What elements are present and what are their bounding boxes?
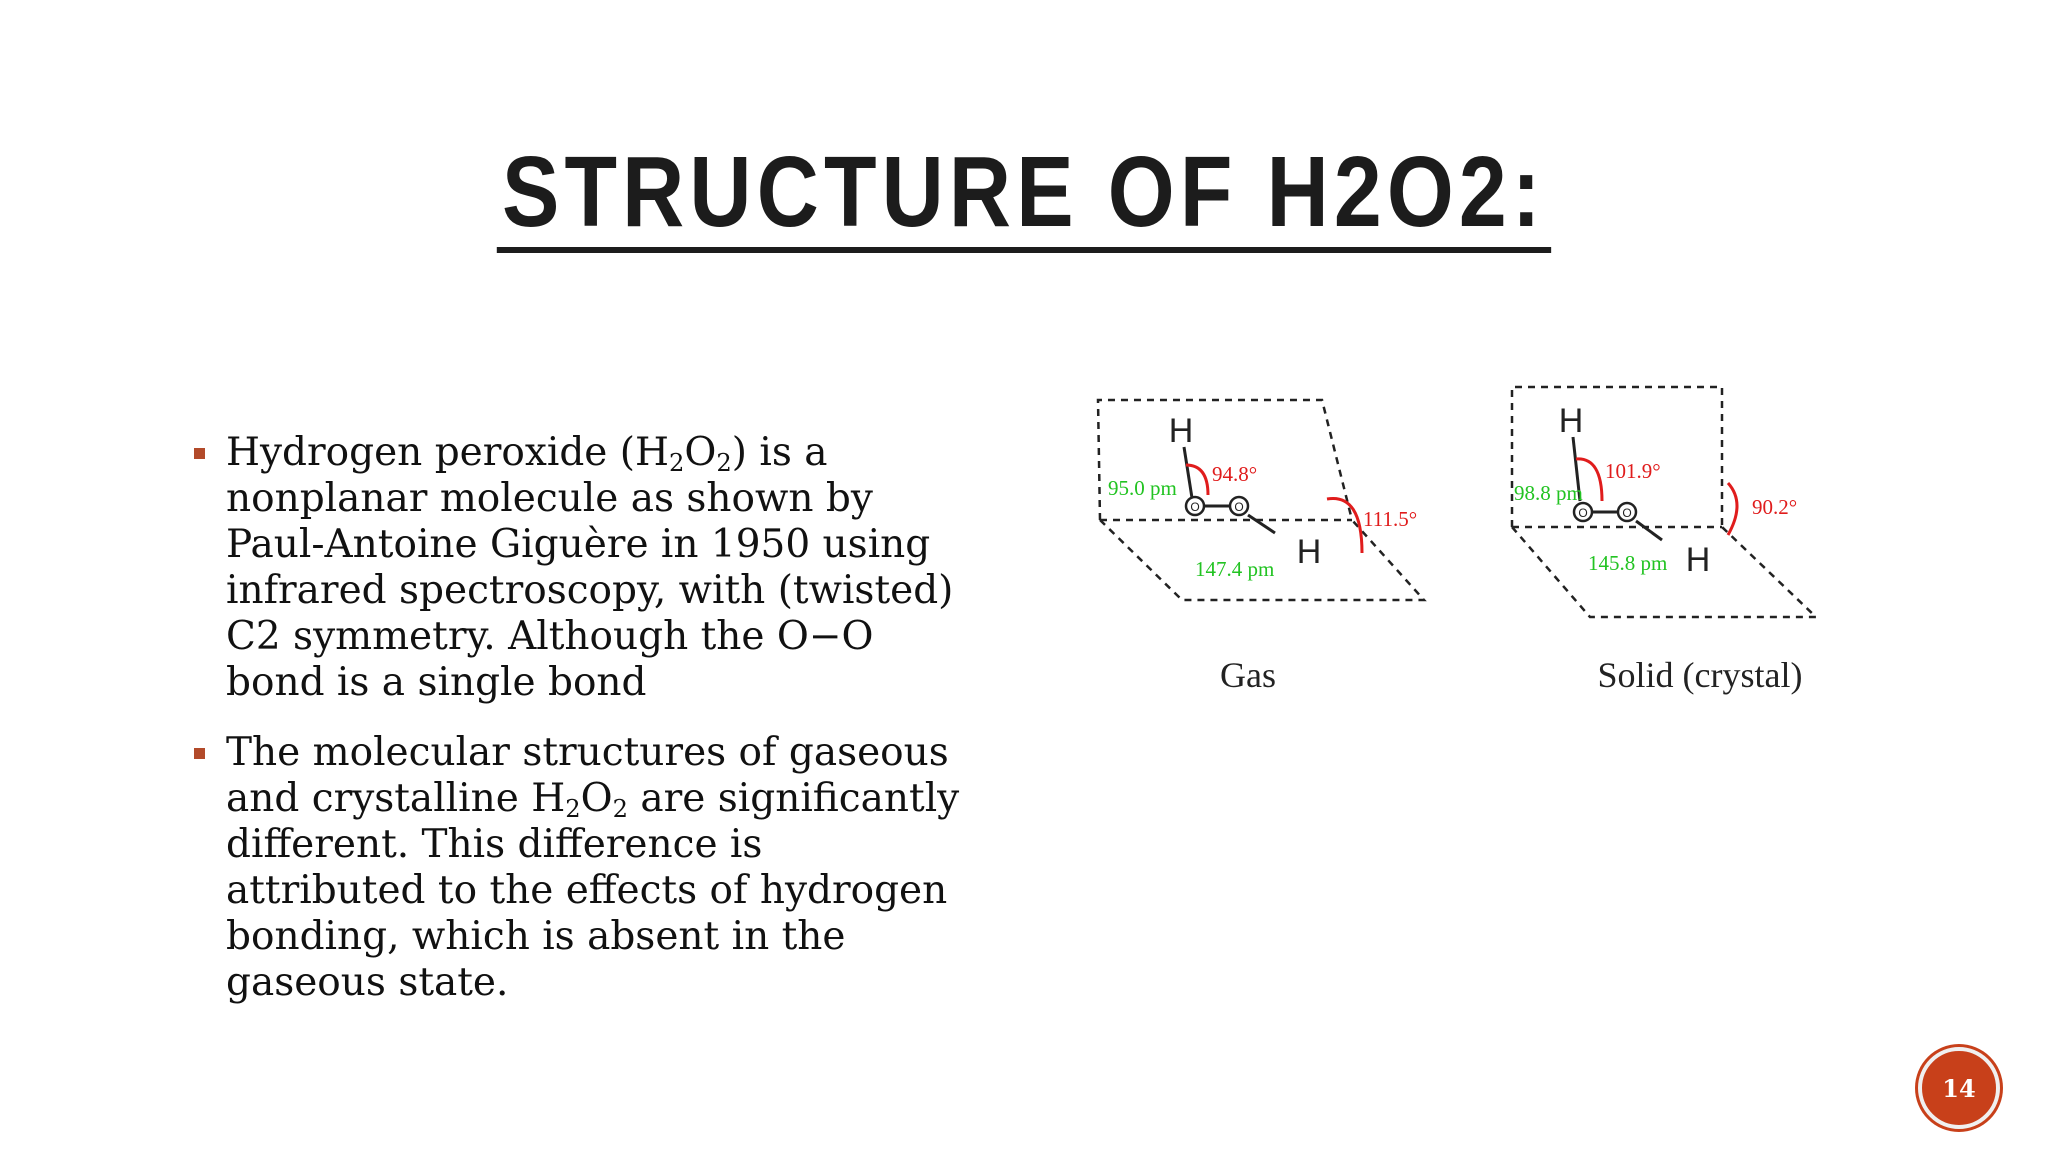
solid-oo-length: 145.8 pm <box>1588 551 1668 575</box>
gas-oh-length: 95.0 pm <box>1108 476 1177 500</box>
solid-dihedral-angle: 90.2° <box>1752 495 1798 519</box>
solid-atom-h-top: H <box>1558 402 1584 440</box>
solid-caption: Solid (crystal) <box>1597 655 1803 695</box>
gas-atom-o1: O <box>1190 500 1200 514</box>
bullet-square-icon <box>194 448 205 459</box>
solid-oh-length: 98.8 pm <box>1514 481 1583 505</box>
slide-title: STRUCTURE OF H2O2: <box>497 140 1551 253</box>
h2o2-structure-diagram <box>1080 375 1840 715</box>
solid-hoo-angle: 101.9° <box>1605 459 1661 483</box>
solid-dihedral-arc <box>1728 483 1737 535</box>
bullet-item: The molecular structures of gaseous and crystalline $H_2O_2$ are significantly different. This difference is attributed to the effects of hydrogen bonding, which is absent in the gaseous state. <box>190 730 970 1006</box>
solid-bonds <box>1573 437 1662 540</box>
solid-atom-o1: O <box>1578 506 1588 520</box>
gas-dihedral-angle: 111.5° <box>1363 507 1418 531</box>
gas-atom-h-top: H <box>1168 412 1194 450</box>
gas-structure <box>1098 400 1424 695</box>
gas-atom-h-bottom: H <box>1296 533 1322 571</box>
gas-atom-o2: O <box>1234 500 1244 514</box>
bullet-item: Hydrogen peroxide $(H_2O_2)$ is a nonplanar molecule as shown by Paul-Antoine Giguère in 1950 using infrared spectroscopy, with (twisted) C2 symmetry. Although the O−O bond is a single bond <box>190 430 970 706</box>
page-number-badge <box>1918 1047 2000 1129</box>
page-number: 14 <box>1942 1073 1976 1103</box>
solid-atom-h-bottom: H <box>1685 541 1711 579</box>
title-container <box>0 136 2048 253</box>
gas-caption: Gas <box>1220 655 1276 695</box>
bullet-square-icon <box>194 748 205 759</box>
solid-atom-o2: O <box>1622 506 1632 520</box>
solid-structure <box>1512 387 1816 695</box>
gas-hoo-angle: 94.8° <box>1212 462 1258 486</box>
bullet-list <box>190 430 970 1030</box>
gas-oo-length: 147.4 pm <box>1195 557 1275 581</box>
